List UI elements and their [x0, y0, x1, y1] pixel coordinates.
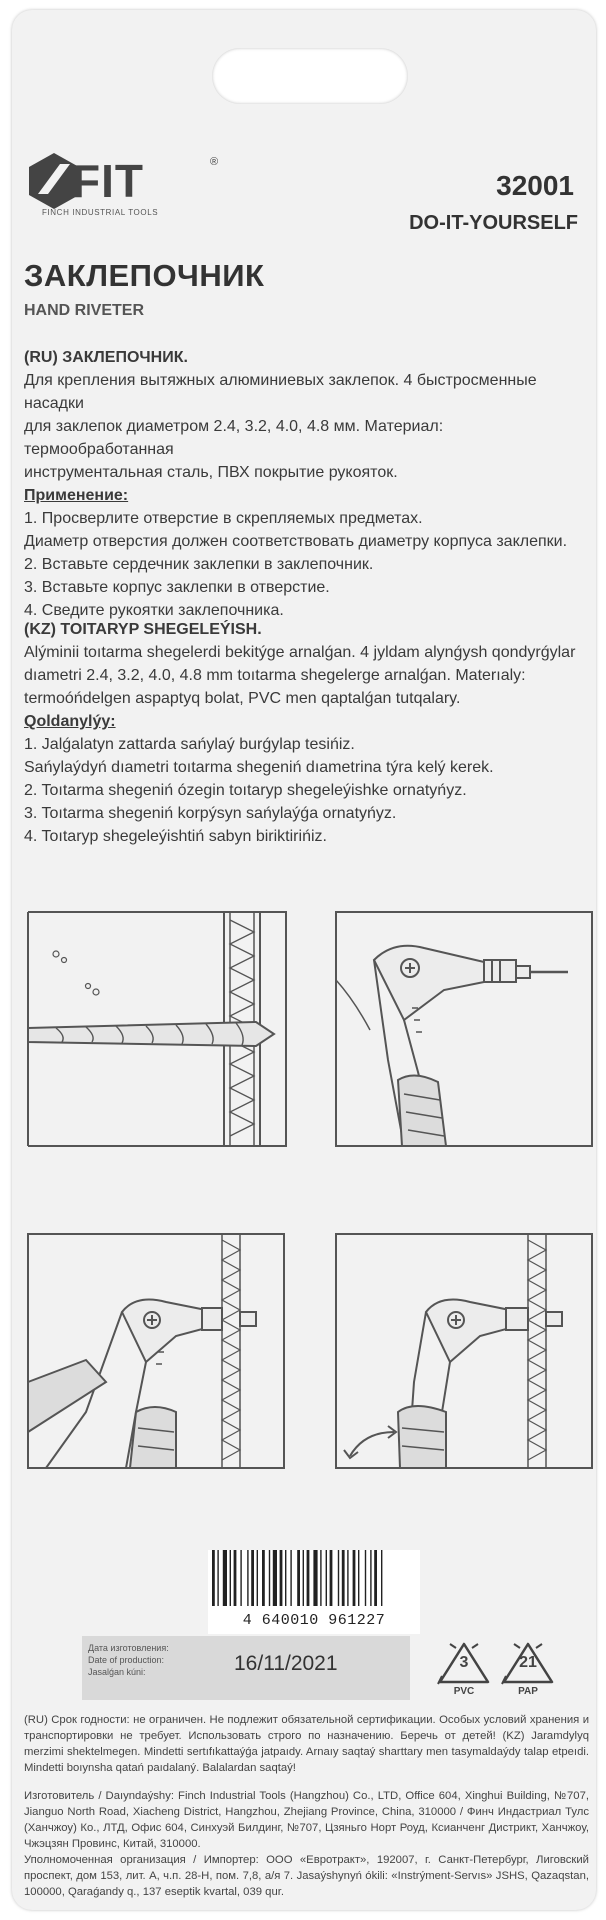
- barcode-bar: [257, 1550, 258, 1606]
- registered-mark: ®: [210, 156, 219, 168]
- kz-desc-line: termoóńdelgen aspaptyq bolat, PVC men qaptalǵan tutqalary.: [24, 690, 461, 707]
- date-label-ru: Дата изготовления:: [88, 1643, 169, 1653]
- ru-step: 2. Вставьте сердечник заклепки в заклепочник.: [24, 556, 374, 573]
- barcode-bar: [269, 1550, 270, 1606]
- barcode-bar: [247, 1550, 248, 1606]
- barcode-bar: [313, 1550, 317, 1606]
- recycle-caption: PVC: [453, 1686, 475, 1697]
- product-title: ЗАКЛЕПОЧНИК: [24, 258, 265, 293]
- barcode-bar: [320, 1550, 321, 1606]
- hang-hole: [212, 48, 408, 104]
- product-sku: 32001: [496, 170, 574, 201]
- importer-text: Уполномоченная организация / Импортер: ООО «Евротракт», 192007, г. Санкт-Петербург, Лиговский проспект, дом 153, лит. А, ч.п. 28-Н, пом. 7,8, а/я 7. Jasaýshynyń ókili: «Instrýment-Servıs» JSHS, Qazaqstan, 100000, Qaraǵandy q., 137 eseptik kvartal, 039 qur.: [24, 1854, 589, 1898]
- kz-step: 2. Toıtarma shegeniń ózegin toıtaryp shegeleýishke ornatyńyz.: [24, 782, 467, 799]
- barcode-bar: [353, 1550, 356, 1606]
- step1-drill-illustration: [26, 910, 288, 1148]
- fit-logo: [24, 150, 234, 230]
- ru-section: [24, 346, 589, 622]
- recycle-pvc: [436, 1640, 492, 1704]
- barcode-bar: [374, 1550, 377, 1606]
- logo-tagline: FINCH INDUSTRIAL TOOLS: [42, 208, 159, 217]
- date-label-en: Date of production:: [88, 1655, 165, 1665]
- date-label-kz: Jasalǵan kúni:: [88, 1667, 146, 1677]
- barcode-bar: [365, 1550, 366, 1606]
- ru-desc-line: инструментальная сталь, ПВХ покрытие рукояток.: [24, 464, 398, 481]
- packaging-card: [12, 10, 596, 1910]
- ru-usage-heading: Применение:: [24, 487, 129, 504]
- kz-desc-line: Alýminii toıtarma shegelerdi bekitýge arnalǵan. 4 jyldam alynǵysh qondyrǵylar: [24, 644, 576, 661]
- production-date-box: [82, 1636, 410, 1700]
- manufacturer-text: Изготовитель / Daıyndaýshy: Finch Industrial Tools (Hangzhou) Co., LTD, Office 604, Xinghui Building, №707, Jianguo North Road, Xiacheng District, Hangzhou, Zhejiang Province, China, 310000 / Финч Индастриал Тулс (Ханчжоу) Ко., ЛТД, Офис 604, Синхуэй Билдинг, №707, Цзяньго Норт Роуд, Ксианченг Дистрикт, Ханчжоу, Чжэцзян Провинс, Китай, 310000.: [24, 1790, 589, 1850]
- barcode-bar: [280, 1550, 283, 1606]
- barcode-bar: [217, 1550, 218, 1606]
- barcode-bar: [381, 1550, 382, 1606]
- barcode-bar: [285, 1550, 286, 1606]
- kz-section: [24, 618, 589, 848]
- step4-squeeze-handles-illustration: [334, 1232, 596, 1470]
- ru-step: 3. Вставьте корпус заклепки в отверстие.: [24, 579, 330, 596]
- kz-step: Sańylaýdyń dıametri toıtarma shegeniń dıametrina týra kelý kerek.: [24, 759, 494, 776]
- logo-text: FIT: [72, 155, 144, 207]
- barcode-bar: [240, 1550, 241, 1606]
- manufacturer-info: [24, 1788, 589, 1900]
- kz-step: 3. Toıtarma shegeniń korpýsyn sańylaýǵa ornatyńyz.: [24, 805, 397, 822]
- barcode-bar: [338, 1550, 339, 1606]
- barcode-bar: [212, 1550, 215, 1606]
- step3-rivet-in-hole-illustration: [26, 1232, 288, 1470]
- step2-insert-rivet-illustration: [334, 910, 596, 1148]
- recycle-number: 3: [459, 1654, 469, 1671]
- storage-notice: [24, 1712, 589, 1776]
- barcode-number: 4 640010 961227: [242, 1612, 386, 1629]
- barcode-bar: [234, 1550, 237, 1606]
- ru-desc-line: для заклепок диаметром 2.4, 3.2, 4.0, 4.8 мм. Материал: термообработанная: [24, 418, 444, 458]
- barcode-bar: [326, 1550, 327, 1606]
- barcode-bars-icon: [208, 1550, 420, 1610]
- product-subtitle: HAND RIVETER: [24, 302, 145, 319]
- barcode: [208, 1550, 420, 1634]
- kz-usage-heading: Qoldanylýy:: [24, 713, 116, 730]
- barcode-bar: [290, 1550, 291, 1606]
- barcode-bar: [223, 1550, 227, 1606]
- barcode-bar: [303, 1550, 304, 1606]
- barcode-bar: [370, 1550, 371, 1606]
- barcode-bar: [230, 1550, 231, 1606]
- recycle-number: 21: [519, 1654, 537, 1671]
- recycle-caption: PAP: [518, 1686, 538, 1697]
- kz-heading: (KZ) TOITARYP SHEGELEÝISH.: [24, 621, 262, 638]
- recycle-pap: [500, 1640, 556, 1704]
- ru-step: 4. Сведите рукоятки заклепочника.: [24, 602, 284, 619]
- barcode-bar: [358, 1550, 359, 1606]
- kz-step: 4. Toıtaryp shegeleýishtiń sabyn biriktirińiz.: [24, 828, 327, 845]
- barcode-bar: [307, 1550, 310, 1606]
- product-line: DO-IT-YOURSELF: [409, 212, 578, 234]
- ru-step: 1. Просверлите отверстие в скрепляемых предметах.: [24, 510, 423, 527]
- storage-text: (RU) Срок годности: не ограничен. Не подлежит обязательной сертификации. Особых условий хранения и транспортировки не требует. Использовать строго по назначению. Беречь от детей! (KZ) Jaramdylyq merzimi shektelmegen. Mindetti sertıfıkattaýǵa jatpaıdy. Arnaıy saqtaý sharttary men tasymaldaýdy talap etpeıdi. Mindetti boıynsha qatań paıdalaný. Balalardan saqtaý!: [24, 1714, 589, 1774]
- barcode-bar: [251, 1550, 254, 1606]
- ru-heading: (RU) ЗАКЛЕПОЧНИК.: [24, 349, 188, 366]
- barcode-bar: [262, 1550, 265, 1606]
- kz-step: 1. Jalǵalatyn zattarda sańylaý burǵylap tesińiz.: [24, 736, 355, 753]
- kz-desc-line: dıametri 2.4, 3.2, 4.0, 4.8 mm toıtarma shegelerge arnalǵan. Materıaly:: [24, 667, 526, 684]
- production-date-value: 16/11/2021: [234, 1652, 338, 1675]
- ru-desc-line: Для крепления вытяжных алюминиевых заклепок. 4 быстросменные насадки: [24, 372, 537, 412]
- barcode-bar: [273, 1550, 277, 1606]
- ru-step: Диаметр отверстия должен соответствовать диаметру корпуса заклепки.: [24, 533, 568, 550]
- barcode-bar: [330, 1550, 333, 1606]
- barcode-bar: [297, 1550, 300, 1606]
- barcode-bar: [347, 1550, 348, 1606]
- barcode-bar: [342, 1550, 345, 1606]
- production-date-labels: [88, 1642, 169, 1678]
